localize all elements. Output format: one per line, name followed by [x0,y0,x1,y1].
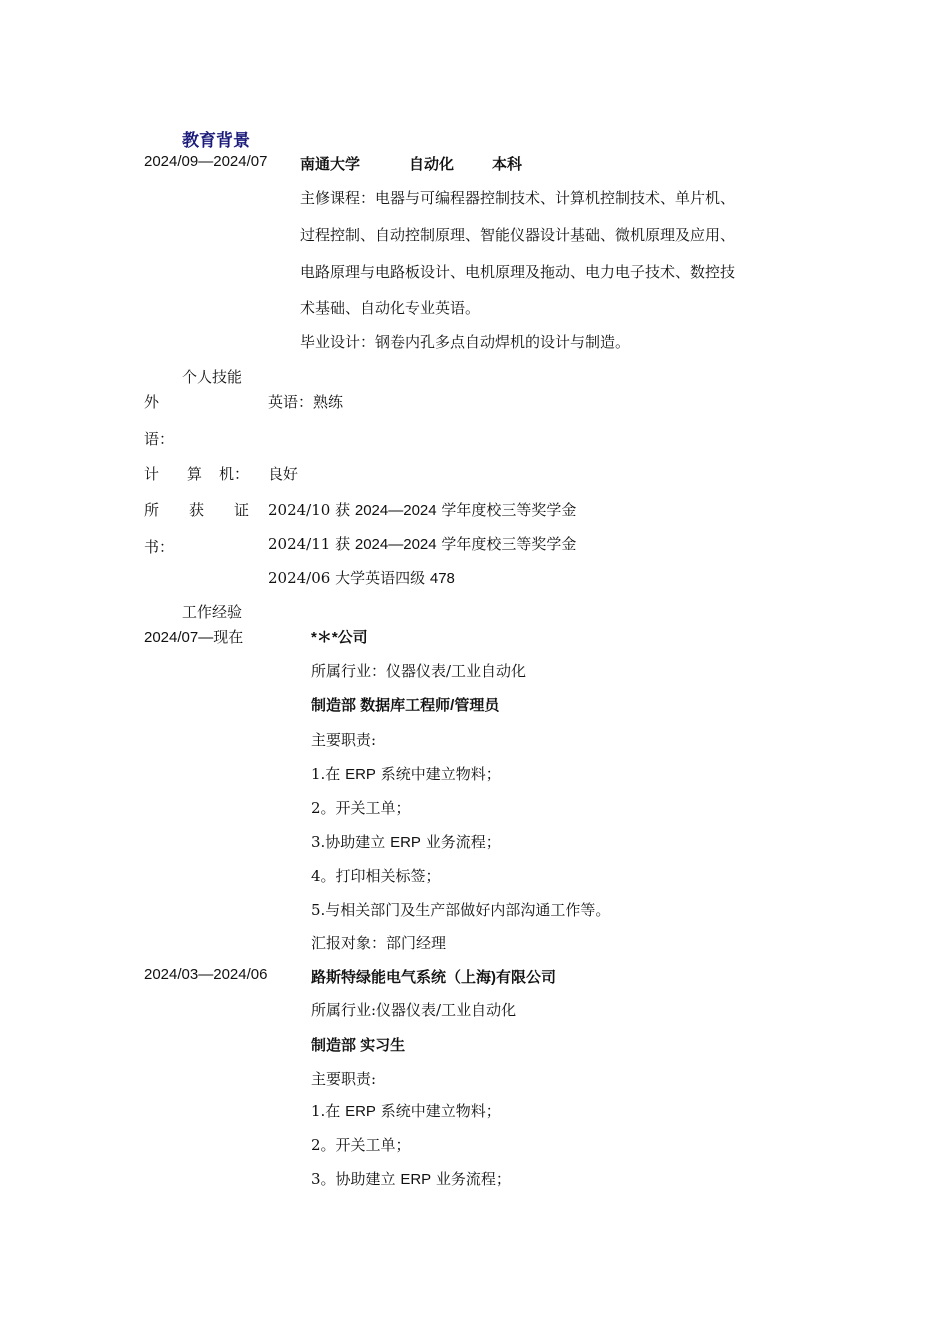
certificates-label-part2: 获 [189,501,205,519]
education-major: 自动化 [409,156,455,173]
job-period: 2024/03—2024/06 [144,966,268,983]
job-duty [311,831,501,852]
education-degree: 本科 [492,156,523,173]
job-position: 制造部 实习生 [311,1037,406,1054]
foreign-language-label-part2: 语： [144,430,175,448]
certificate-year-range: 2024—2024 [354,536,437,553]
duty-text: 系统中建立物料； [375,1102,501,1120]
duty-erp: ERP [345,1103,376,1120]
job-duty: 5.与相关部门及生产部做好内部沟通工作等。 [311,901,611,919]
job-duty: 2。开关工单； [311,799,411,817]
certificates-label-part3: 证 [234,501,250,519]
duty-text: 3。协助建立 [311,1170,401,1188]
duty-text: 1.在 [311,1102,346,1120]
duty-text: 业务流程； [431,1170,511,1188]
job-duty [311,1168,511,1189]
job-position: 制造部 数据库工程师/管理员 [311,697,500,714]
duty-erp: ERP [400,1171,432,1188]
duty-erp: ERP [345,766,376,783]
computer-value: 良好 [268,465,299,483]
certificate-date: 2024/10 获 [268,501,355,519]
job-duty: 2。开关工单； [311,1136,411,1154]
certificate-score: 478 [429,570,455,587]
work-heading: 工作经验 [182,603,243,621]
job-period: 2024/07—现在 [144,629,244,646]
certificate-text: 2024/06 大学英语四级 [268,569,430,587]
computer-label-part1: 计 [144,465,160,483]
certificates-label-part4: 书： [144,538,175,556]
duty-text: 系统中建立物料； [375,765,501,783]
job-company: *＊*公司 [311,629,368,646]
duty-text: 3.协助建立 [311,833,391,851]
job-duties-title: 主要职责: [311,731,377,749]
certificates-label-part1: 所 [144,501,160,519]
computer-label-part3: 机： [219,465,250,483]
job-duties-title: 主要职责: [311,1070,377,1088]
certificate-item [268,567,455,588]
computer-label-part2: 算 [187,465,203,483]
education-heading: 教育背景 [182,131,250,151]
foreign-language-value: 英语：熟练 [268,393,344,411]
education-school: 南通大学 [300,156,361,173]
certificate-date: 2024/11 获 [268,535,355,553]
education-courses-line-4: 术基础、自动化专业英语。 [300,299,481,317]
foreign-language-label-part1: 外 [144,393,160,411]
education-period: 2024/09—2024/07 [144,153,268,170]
education-courses-line-3: 电路原理与电路板设计、电机原理及拖动、电力电子技术、数控技 [300,263,736,281]
certificate-year-range: 2024—2024 [354,502,437,519]
education-thesis: 毕业设计：钢卷内孔多点自动焊机的设计与制造。 [300,333,631,351]
certificate-text: 学年度校三等奖学金 [436,535,577,553]
job-company: 路斯特绿能电气系统（上海)有限公司 [311,969,556,986]
education-courses-line-2: 过程控制、自动控制原理、智能仪器设计基础、微机原理及应用、 [300,226,736,244]
job-industry: 所属行业:仪器仪表/工业自动化 [311,1001,517,1019]
certificate-text: 学年度校三等奖学金 [436,501,577,519]
job-duty: 4。打印相关标签； [311,867,441,885]
job-duty [311,763,501,784]
duty-text: 业务流程； [420,833,501,851]
skills-heading: 个人技能 [182,368,243,386]
job-duty [311,1100,501,1121]
duty-erp: ERP [390,834,421,851]
certificate-item [268,499,576,520]
job-report: 汇报对象：部门经理 [311,934,447,952]
job-industry: 所属行业：仪器仪表/工业自动化 [311,662,527,680]
duty-text: 1.在 [311,765,346,783]
education-courses-line-1: 主修课程：电器与可编程器控制技术、计算机控制技术、单片机、 [300,189,736,207]
certificate-item [268,533,576,554]
